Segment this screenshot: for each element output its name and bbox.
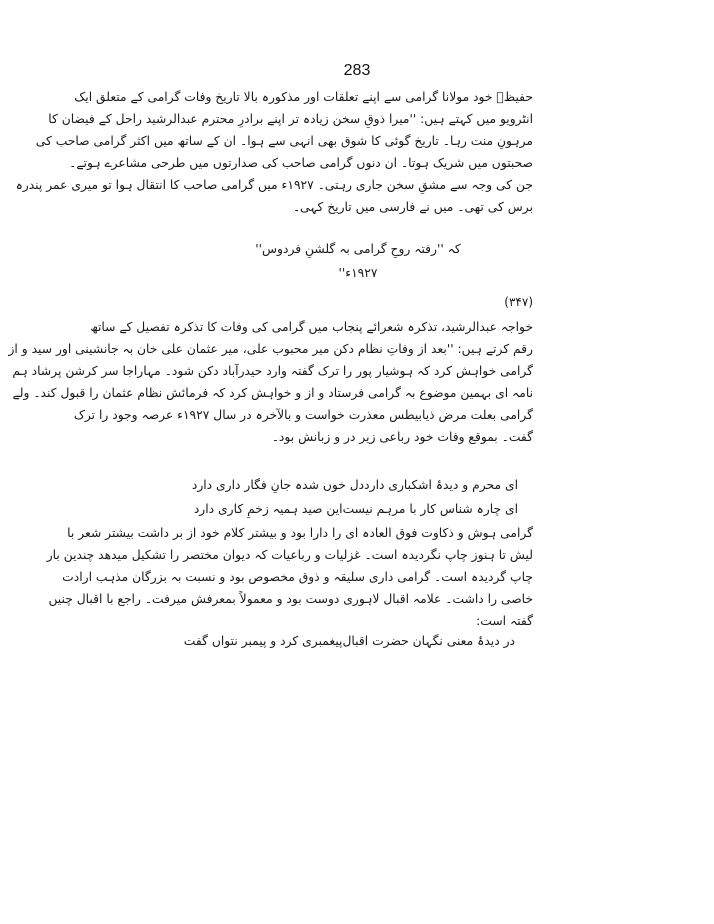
- verse-hemistich-right: در دیدۂ معنی نگہان حضرت اقبال: [342, 634, 515, 648]
- verse-hemistich-left: دل خوں شدہ جانِ فگار داری دارد: [191, 478, 365, 492]
- paragraph-line: چاپ گردیدہ است۔ گرامی داری سلیقہ و ذوق مخصوص بود و نسبت بہ بزرگان مذہب ارادت: [62, 570, 533, 584]
- chronogram-year: ۱۹۲۷ء'': [338, 266, 378, 280]
- paragraph-line: مرہونِ منت رہا۔ تاریخ گوئی کا شوق بھی انہی سے ہوا۔ ان کے ساتھ میں اکثر گرامی صاحب کی: [35, 134, 533, 148]
- paragraph-line: گرامی خواہش کرد کہ ہوشیار پور را ترک گفتہ وارد حیدرآباد دکن شود۔ مہاراجا سر کرشن پرشاد ہم: [12, 364, 533, 378]
- verse-couplet-2: [193, 498, 518, 520]
- paragraph-line: صحبتوں میں شریک ہوتا۔ ان دنوں گرامی صاحب کی صدارتوں میں طرحی مشاعرے ہوتے۔: [69, 156, 533, 170]
- closing-couplet: [183, 630, 515, 652]
- paragraph-line: گرامی بعلت مرض ذیابیطس معذرت خواست و بالآخرہ در سال ۱۹۲۷ء عرصہ وجود را ترک: [73, 408, 533, 422]
- paragraph-line: گرامی ہوش و ذکاوت فوق العادہ ای را دارا بود و بیشتر کلام خود از بر داشت بیشتر شعر با: [67, 526, 533, 540]
- paragraph-line: گفت۔ بموقع وفات خود رباعی زیر در و زبانش بود۔: [271, 430, 533, 444]
- paragraph-1: [15, 86, 533, 218]
- verse-hemistich-left: این صید ہمیہ زخمِ کاری دارد: [193, 502, 343, 516]
- paragraph-line: انٹرویو میں کہتے ہیں: ''میرا ذوقِ سخن زیادہ تر اپنے برادرِ محترم عبدالرشید راحل کے فیضان کا: [48, 112, 533, 126]
- reference-marker: (۳۴۷): [504, 295, 533, 309]
- paragraph-3: [46, 522, 533, 632]
- paragraph-line: برس کی تھی۔ میں نے فارسی میں تاریخ کہی۔: [292, 200, 533, 214]
- paragraph-line: خاصی را داشت۔ علامہ اقبال لاہوری دوست بود و معمولاً بمعرفش میرفت۔ راجع با اقبال چنیں: [48, 592, 533, 606]
- paragraph-line: نامہ ای بہمین موضوع بہ گرامی فرستاد و از و خواہش کرد کہ فرمائش نظام عثمان را قبول کند۔ ولے: [12, 386, 533, 400]
- paragraph-line: لیش تا ہنوز چاپ نگردیدہ است۔ غزلیات و رباعیات کہ دیوان مختصر را تشکیل میدھد چندین بار: [46, 548, 533, 562]
- paragraph-line: خواجہ عبدالرشید، تذکرہ شعرائے پنجاب میں گرامی کی وفات کا تذکرہ تفصیل کے ساتھ: [90, 320, 533, 334]
- paragraph-line: گفتہ است:: [476, 614, 533, 628]
- paragraph-line: رقم کرتے ہیں: ''بعد از وفاتِ نظام دکن میر محبوب علی، میر عثمان علی خان بہ جانشینی اور سید و از: [8, 342, 533, 356]
- paragraph-2: [8, 316, 533, 448]
- chronogram-verse: کہ ''رفتہ روحِ گرامی بہ گلشنِ فردوس'': [255, 242, 461, 256]
- paragraph-line: حفیظؔ خود مولانا گرامی سے اپنے تعلقات اور مذکورہ بالا تاریخ وفات گرامی کے متعلق ایک: [74, 90, 533, 104]
- verse-couplet-1: [191, 474, 518, 496]
- page-number: 283: [343, 62, 371, 79]
- verse-hemistich-left: پیغمبری کرد و پیمبر نتواں گفت: [183, 634, 343, 648]
- verse-hemistich-right: ای محرم و دیدۂ اشکباری دارد: [364, 478, 518, 492]
- verse-hemistich-right: ای چارہ شناس کار با مرہم نیست: [342, 502, 518, 516]
- paragraph-line: جن کی وجہ سے مشقِ سخن جاری رہتی۔ ۱۹۲۷ء میں گرامی صاحب کا انتقال ہوا تو میری عمر پندرہ: [15, 178, 533, 192]
